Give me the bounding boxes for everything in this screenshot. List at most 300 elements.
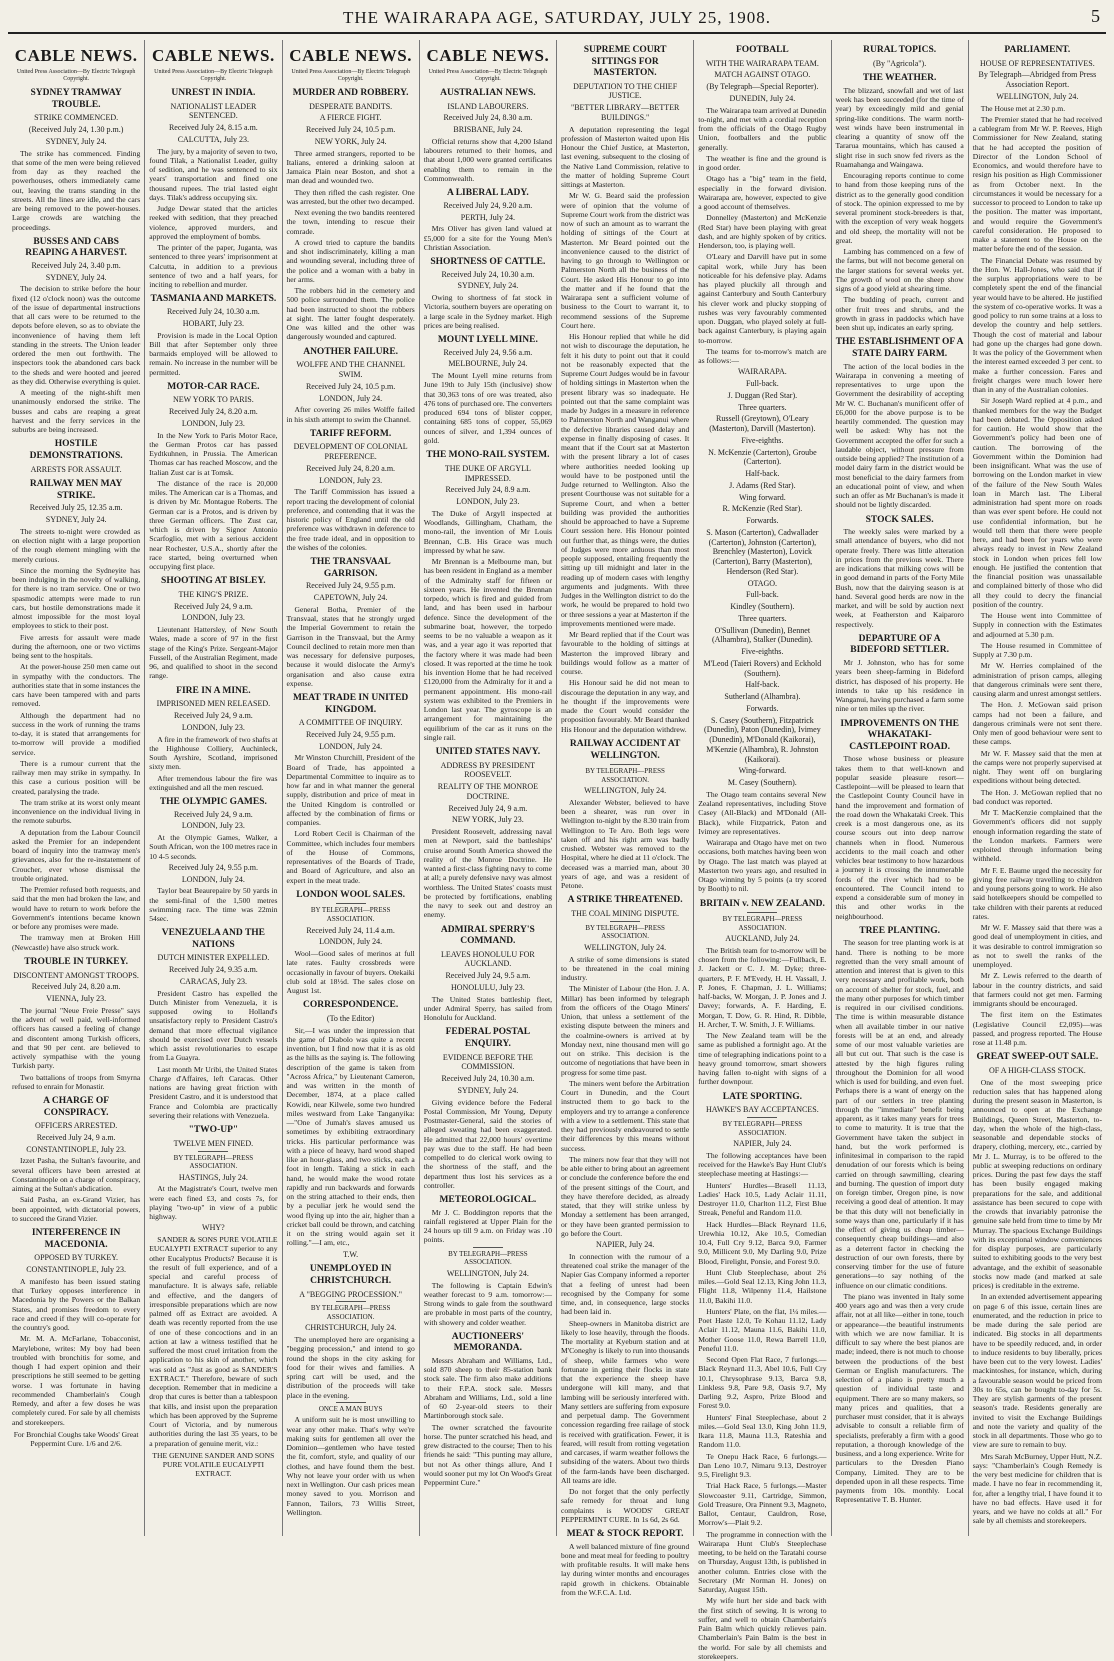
article-subheading: O'Sullivan (Dunedin), Bennet (Alhambra), Stalker (Dunedin). bbox=[711, 625, 813, 645]
advertisement-line: For Bronchial Coughs take Woods' Great Peppermint Cure. 1/6 and 2/6. bbox=[13, 1429, 139, 1449]
article-paragraph: Sheep-owners in Manitoba district are likely to lose heavily, through the floods. The mortality at Kyeburn station and at M'Coneghy is likely to run into thousands of sheep, while farmers who were fortunate in getting their flocks in state that the experience the sheep have undergone will kill many, and that lambing will be seriously interfered with. Many settlers are suffering from exposure and perpetual damp. The Government concession regarding free railage of stock is received with gratification. Fewer, it is feared, will result from rotting vegetation and carcases, if warm weather follows the subsiding of the waters. About two thirds of the farm-lands have been discharged. All teams are idle. bbox=[561, 1318, 690, 1485]
article-paragraph: General Botha, Premier of the Transvaal, states that he strongly urged the Imperial Government to retain the Garrison in the Transvaal, but the Army Council declined to retain more men than was necessary for defensive purposes, because it would dislocate the Army's organisation and also cause extra expense. bbox=[286, 604, 415, 688]
dateline: Received July 24, 9.55 p.m. bbox=[305, 729, 396, 739]
article-subheading: Half-back. bbox=[745, 680, 780, 690]
dateline: Received July 24, 10.5 p.m. bbox=[305, 125, 396, 135]
article-subheading: WHY? bbox=[202, 1223, 225, 1233]
article-paragraph: Lord Robert Cecil is Chairman of the Committee, which includes four members of the House of Commons, representatives of the Boards of Trade, and Board of Agriculture, and also an expert in the meat trade. bbox=[286, 829, 415, 885]
dateline: DUNEDIN, July 24. bbox=[729, 93, 796, 103]
article-paragraph: A fire in the framework of two shafts at the Highhouse Colliery, Auchinleck, South Ayrshire, Scotland, imprisoned sixty men. bbox=[149, 734, 278, 772]
article-headline: BRITAIN v. NEW ZEALAND. bbox=[699, 898, 825, 909]
dateline: WELLINGTON, July 24. bbox=[584, 786, 667, 796]
article-subheading: IMPRISONED MEN RELEASED. bbox=[156, 699, 271, 709]
article-subheading: Three quarters. bbox=[738, 613, 787, 623]
copyright-line: United Press Association—By Electric Telegraph Copyright. bbox=[428, 68, 548, 82]
dateline: Received July 24, 10.30 a.m. bbox=[441, 269, 535, 279]
article-paragraph: The blizzard, snowfall and wet of last week has been succeeded (for the time of year) by exceedingly mild and genial spring-like conditions. The warm north-west winds have been instrumental in clearing a quantity of snow off the Tararua mountains, which has caused a slight rise in such snow fed rivers as the Ruamahanga and Waingawa. bbox=[835, 85, 964, 169]
article-headline: VENEZUELA AND THE NATIONS bbox=[161, 928, 266, 950]
article-subheading: ISLAND LABOURERS. bbox=[447, 101, 529, 111]
dateline: Received July 24, 8.20 a.m. bbox=[168, 407, 258, 417]
article-paragraph: The Otago team contains several New Zealand representatives, including Stove Casey (All-Black) and M'Donald (All-Black), while Fitzpatrick, Paton and Ivimey are representatives. bbox=[698, 789, 827, 836]
article-headline: MURDER AND ROBBERY. bbox=[292, 88, 409, 99]
dateline: Received July 24, 8.20 a.m. bbox=[31, 982, 121, 992]
article-subheading: Full-back. bbox=[746, 379, 779, 389]
dateline: T.W. bbox=[343, 1249, 359, 1259]
article-paragraph: The Tariff Commission has issued a report tracing the development of colonial preference, and contending that it was the historic policy of England until the old preference was withdrawn in deference to the free trade ideal, and in opposition to the wishes of the colonies. bbox=[286, 487, 415, 552]
article-paragraph: The programme in connection with the Wairarapa Hunt Club's Steeplechase meeting, to be held on the Taratahi course on Thursday, August 13th, is published in another column. Entries close with the Secretary (Mr Norman H. Jones) on Saturday, August 15th. bbox=[698, 1529, 827, 1595]
article-paragraph: Izzet Pasha, the Sultan's favourite, and several officers have been arrested at Constantinople on a charge of conspiracy, aiming at the Sultan's abdication. bbox=[12, 1156, 141, 1194]
section-banner: CABLE NEWS. bbox=[289, 46, 412, 65]
article-paragraph: Lieutenant Hattersley, of New South Wales, made a score of 97 in the first stage of the King's Prize. Sergeant-Major Fussell, of the Australian Regiment, made 96, and qualified to shoot in the second range. bbox=[149, 625, 278, 681]
copyright-line: United Press Association—By Electric Telegraph Copyright. bbox=[16, 68, 136, 82]
article-subheading: THE COAL MINING DISPUTE. bbox=[571, 909, 679, 919]
article-paragraph: The budding of peach, current and other fruit trees and shrubs, and the growth in grass in paddocks which have been shut up, indicates an early spring. bbox=[835, 295, 964, 333]
dateline: LONDON, July 23. bbox=[181, 418, 245, 428]
article-paragraph: Trial Hack Race, 5 furlongs.—Master Slowcoaster 9.11, Cartridge, Simmon, Gold Treasure, Ora Pinnent 9.3, Magneto, Ballot, Centaur, Cauldron, Rose, Morrow's—Plait 9.2. bbox=[698, 1481, 827, 1528]
article-paragraph: Sir Joseph Ward replied at 4 p.m., and thanked members for the way the Budget had been debated. The Opposition asked for caution. He would show that the Government's policy had been one of caution. The borrowing of the Government within the Dominion had been insignificant. What was the use of borrowing on the London market in view of the failure of the New South Wales loan in March last. The Liberal administration had spent more on roads than was ever spent before. He could not use confidential information, but he would tell them that there were people here, and had been for years who were always ready to invest in New Zealand stock in London when prices fell low enough. He justified the contention that the financial position was unassailable and complained bitterly of those who did all they could to decry the financial position of the country. bbox=[972, 396, 1102, 609]
section-banner: CABLE NEWS. bbox=[426, 46, 550, 65]
article-paragraph: Mr Winston Churchill, President of the Board of Trade, has appointed a Departmental Committee to inquire as to how far and in what manner the general supply, distribution and price of meat in the United Kingdom is controlled or affected by the combination of firms or companies. bbox=[286, 753, 415, 828]
article-subheading: DEPUTATION TO THE CHIEF JUSTICE. bbox=[573, 81, 678, 101]
article-paragraph: Mr Z. Lewis referred to the dearth of labour in the country districts, and said that farmers could not get men. Farming immigrants should be encouraged. bbox=[972, 971, 1102, 1009]
dateline: AUCKLAND, July 24. bbox=[725, 934, 800, 944]
article-headline: ANOTHER FAILURE. bbox=[303, 346, 399, 357]
article-paragraph: A well balanced mixture of fine ground bone and meat meal for feeding to poultry with profitable results. It will make hens lay during winter months and encourages rapid growth in chickens. Obtainable from the W.F.C.A. Ltd. bbox=[561, 1541, 690, 1597]
telegraph-credit: BY TELEGRAPH—PRESS ASSOCIATION. bbox=[424, 1247, 552, 1267]
article-subheading: DISCONTENT AMONGST TROOPS. bbox=[13, 970, 139, 980]
article-headline: DEPARTURE OF A BIDEFORD SETTLER. bbox=[850, 633, 949, 656]
article-headline: BUSSES AND CABS REAPING A HARVEST. bbox=[25, 236, 127, 259]
article-paragraph: Otago has a "big" team in the field, especially in the forward division. Wairarapa are, however, expected to give a good account of themselves. bbox=[698, 174, 827, 212]
article-subheading: Wing forward. bbox=[738, 492, 786, 502]
article-paragraph: The Minister of Labour (the Hon. J. A. Millar) has been informed by telegraph from the officers of the Otago Miners' Union, that unless a settlement of the existing dispute between the miners and the coalmine-owners is arrived at by Monday next, nine thousand men will go out on strike. This decision is the outcome of negotiations that have been in progress for some time past. bbox=[561, 984, 690, 1077]
dateline: SYDNEY, July 24. bbox=[45, 136, 107, 146]
article-paragraph: Mr J. Johnston, who has for some years been sheep-farming in Bideford district, has disposed of his property. He intends to take up his residence in Wanganui, having purchased a farm some nine or ten miles up the river. bbox=[835, 658, 964, 714]
article-paragraph: Official returns show that 4,200 Island labourers returned to their homes, and that about 1,000 were granted certificates enabling them to remain in the Commonwealth. bbox=[423, 136, 552, 183]
article-subheading: Half-back. bbox=[745, 469, 780, 479]
article-subheading: DESPERATE BANDITS. bbox=[309, 101, 393, 111]
article-paragraph: Mr. M. A. McFarlane, Tobacconist, Marylebone, writes: My boy had been troubled with bronchitis for some, and though I had expert opinion and their prescriptions he still seemed to be getting worse. I was fortunate in having recommended Chamberlain's Cough Remedy, and after a few doses he was completely cured. For sale by all chemists and storekeepers. bbox=[12, 1334, 141, 1427]
article-headline: A LIBERAL LADY. bbox=[447, 188, 529, 199]
article-paragraph: Although the department had no success in the work of running the trams to-day, it is stated that arrangements for to-morrow will provide a modified service. bbox=[12, 710, 141, 757]
article-subheading: N. McKenzie (Carterton), Groube (Carterton). bbox=[708, 447, 817, 467]
article-subheading: Wing-forward. bbox=[738, 766, 787, 776]
article-subheading: REALITY OF THE MONROE DOCTRINE. bbox=[437, 782, 538, 801]
dateline: LONDON, July 24. bbox=[319, 741, 383, 751]
article-subheading: DUTCH MINISTER EXPELLED. bbox=[157, 953, 270, 963]
dateline: MELBOURNE, July 24. bbox=[448, 359, 528, 369]
dateline: LONDON, July 23. bbox=[181, 722, 245, 732]
article-subheading: HAWKE'S BAY ACCEPTANCES. bbox=[706, 1105, 819, 1115]
article-paragraph: A strike of some dimensions is stated to be threatened in the coal mining industry. bbox=[561, 954, 690, 983]
article-headline: IMPROVEMENTS ON THE WHAKATAKI-CASTLEPOINT ROAD. bbox=[840, 718, 959, 752]
dateline: SYDNEY, July 24. bbox=[45, 515, 107, 525]
column-4 bbox=[420, 40, 557, 1536]
article-paragraph: The miners went before the Arbitration Court in Dunedin, and the Court instructed them to go back to the employers and try to arrange a conference with a view to a settlement. This state that they had previously endeavoured to settle their differences by this means without success. bbox=[561, 1078, 690, 1153]
article-subheading: Full-back. bbox=[746, 590, 779, 600]
article-paragraph: His Honour said he did not mean to discourage the deputation in any way, and he thought if the improvements were made the Court would consider the proposition favourably. Mr Beard thanked His Honour and the deputation withdrew. bbox=[561, 678, 690, 734]
article-paragraph: Provision is made in the Local Option Bill that after September only three barmaids employed will be allowed to remain. No increase in the number will be permitted. bbox=[149, 330, 278, 377]
article-paragraph: The piano was invented in Italy some 400 years ago and was then a very crude affair, not at all like—either in tone, touch or appearance—the beautiful instruments with which we are now familiar. It is difficult to say where the best pianos are made; indeed, there is not much to choose between the productions of the best German or English manufacturers. The selection of a piano is pretty much a question of individual taste and equipment. There are so many makers, so many prices and qualities, that a purchaser must consider, that it is always advisable to consult a reliable firm of specialists, preferably a firm with a good reputation, a thorough knowledge of the business, and a long experience. Write for particulars to the Dresden Piano Company, Limited. They are to be depended upon in all these respects. Time payments from 10s. monthly. Local Representative T. B. Hunter. bbox=[835, 1291, 964, 1505]
article-headline: SHORTNESS OF CATTLE. bbox=[430, 257, 546, 268]
article-paragraph: They then rifled the cash register. One was arrested, but the other two decamped. bbox=[286, 187, 415, 206]
article-paragraph: The following acceptances have been received for the Hawke's Bay Hunt Club's steeplechase meeting at Hastings:— bbox=[698, 1150, 827, 1179]
dateline: LONDON, July 24. bbox=[319, 393, 383, 403]
page-number: 5 bbox=[1091, 6, 1100, 26]
article-paragraph: Donnelley (Masterton) and McKenzie (Red Star) have been playing with great dash, and are highly spoken of by critics. Henderson, too, is playing well. bbox=[698, 213, 827, 251]
article-headline: A CHARGE OF CONSPIRACY. bbox=[43, 1096, 110, 1118]
article-subheading: Sutherland (Alhambra). bbox=[724, 692, 801, 702]
article-headline: SYDNEY TRAMWAY TROUBLE. bbox=[30, 88, 122, 110]
article-subheading: S. Mason (Carterton), Cadwallader (Carterton), Johnston (Carterton), Brenchley (Masterton), Lovick (Carterton), Barry (Masterton), Henderson (Red Star). bbox=[706, 527, 819, 576]
article-headline: UNREST IN INDIA. bbox=[171, 88, 256, 99]
article-paragraph: President Castro has expelled the Dutch Minister from Venezuela, it is supposed owing to Holland's unsatisfactory reply to President Castro's demand that more effectual vigilance should be exercised over Dutch vessels which assist revolutionaries to escape from La Guayra. bbox=[149, 988, 278, 1063]
article-headline: THE ESTABLISHMENT OF A STATE DAIRY FARM. bbox=[835, 337, 964, 359]
article-paragraph: Alexander Webster, believed to have been a shearer, was run over in Wellington to-night by the 8.30 train from Wellington to Te Aro. Both legs were taken off and his right arm was badly crushed. Webster was removed to the Hospital, where he died at 11 o'clock. The deceased was a married man, about 30 years of age, and was a resident of Petone. bbox=[561, 797, 690, 891]
article-headline: ADMIRAL SPERRY'S COMMAND. bbox=[440, 924, 535, 947]
article-paragraph: A deputation from the Labour Council asked the Premier for an independent board of inquiry into the tramway men's grievances, also for the re-instatement of Croucher, ever whose dismissal the trouble originated. bbox=[12, 827, 141, 883]
dateline: WELLINGTON, July 24. bbox=[584, 942, 667, 952]
dateline: LONDON, July 24. bbox=[319, 937, 383, 947]
article-paragraph: The Mount Lyell mine returns from June 19th to July 15th (inclusive) show that 30,363 tons of ore was treated, also 476 tons of purchased ore. The converters produced 694 tons of blister copper, containing 685 tons of copper, 55,069 ounces of silver, and 1,394 ounces of gold. bbox=[423, 371, 552, 445]
article-subheading: MATCH AGAINST OTAGO. bbox=[714, 70, 811, 80]
article-paragraph: The miners now fear that they will not be able either to bring about an agreement or conclude the conference before the end of the present sittings of the Court, and they have therefore decided, as already stated, that they will strike unless by Monday a settlement has been arranged, or they have been granted permission to go before the Court. bbox=[561, 1154, 690, 1238]
article-paragraph: My wife hurt her side and back with the first stitch of sewing. It is wrong to suffer, and well to obtain Chamberlain's Pain Balm which quickly relieves pain. Chamberlain's Pain Balm is the best in the world. For sale by all chemists and storekeepers. bbox=[698, 1596, 827, 1661]
telegraph-credit: BY TELEGRAPH—PRESS ASSOCIATION. bbox=[561, 764, 689, 784]
article-subheading: LEAVES HONOLULU FOR AUCKLAND. bbox=[441, 949, 535, 969]
article-paragraph: The jury, by a majority of seven to two, found Tilak, a Nationalist Leader, guilty of sedition, and he was sentenced to six years' transportation and fined one thousand rupees. The trial lasted eight days. Tilak's address occupying six. bbox=[149, 146, 278, 202]
article-subheading: Five-eighths. bbox=[741, 435, 784, 445]
article-paragraph: Encouraging reports continue to come to hand from those keeping runs of the district as to the generally good condition of stock. The opinion expressed to me by several prominent stock-breeders is that, with the exception of very weak hoggets and old sheep, the mortality will not be great. bbox=[835, 171, 964, 245]
article-paragraph: Mr W. Herries complained of the administration of prison camps, alleging that dangerous criminals were sent there, causing alarm and unrest amongst settlers. bbox=[972, 661, 1102, 699]
article-paragraph: Sir,—I was under the impression that the game of Diabolo was quite a recent invention, but I find now that it is as old as the hills as the saying is. The following description of the game is taken from "Across Africa," by Lieutenant Cameron, and was written in the month of December, 1874, at a place called Kowidi, near Kilwele, some two hundred miles westward from Lake Tanganyika:—"One of Jumah's slaves amused us sometimes by exhibiting extraordinary tricks. His particular performance was with a piece of heavy, hard wood shaped like an hour-glass, and two sticks, each a foot in length. Taking a stick in each hand, he would make the wood rotate rapidly and run backwards and forwards on the string attached to their ends, then by a peculiar jerk he would send the wood flying up into the air, higher than a cricket ball could be thrown, and catching it on the string would again set it rolling."—I am, etc., bbox=[286, 1025, 415, 1248]
article-paragraph: O'Leary and Darvill have put in some capital work, while Jury has been noticeable for his defensive play. Adams has played pluckily all through and against Canterbury and South Canterbury his clever work and plucky stopping of rushes was very favourably commented upon. Duggan, who played solely at full-back against Canterbury, is playing again to-morrow. bbox=[698, 252, 827, 345]
article-paragraph: Mr Beard replied that if the Court was favourable to the holding of sittings at Masterton the improved library and buildings would follow as a matter of course. bbox=[561, 630, 690, 677]
article-paragraph: In connection with the rumour of a threatened coal strike the manager of the Napier Gas Company informed a reporter that a feeling of unrest had been recognised by the Company for some time, and, in consequence, large stocks had been laid in. bbox=[561, 1251, 690, 1317]
article-paragraph: The Duke of Argyll inspected at Woodlands, Gillingham, Chatham, the mono-rail, the invention of Mr Louis Brennan, C.B. His Grace was much impressed by what he saw. bbox=[423, 508, 552, 555]
dateline: Received July 24, 10.5 p.m. bbox=[305, 381, 396, 391]
article-paragraph: Messrs Abraham and Williams, Ltd., sold 870 sheep to their 85-station bank stock sale. The firm also make additions to their F.P.A. stock sale. Messrs Abraham and Williams, Ltd., sold a line of 60 2-year-old steers to their Martinborough stock sale. bbox=[423, 1355, 552, 1421]
dateline: Received July 24, 8.15 a.m. bbox=[168, 123, 258, 133]
article-headline: UNITED STATES NAVY. bbox=[435, 747, 541, 757]
telegraph-credit: ONCE A MAN BUYS bbox=[287, 1402, 415, 1414]
article-paragraph: The journal "Neue Freie Presse" says the advent of well paid, well-informed officers has caused a feeling of change and discontent among Turkish officers, and that 90 per cent. are believed to actively sympathise with the young Turkish party. bbox=[12, 1005, 141, 1071]
article-headline: MEAT TRADE IN UNITED KINGDOM. bbox=[292, 693, 409, 715]
copyright-line: United Press Association—By Electric Telegraph Copyright. bbox=[154, 68, 273, 82]
article-subheading: "BETTER LIBRARY—BETTER BUILDINGS." bbox=[570, 103, 680, 122]
article-subheading: A FIERCE FIGHT. bbox=[319, 113, 382, 123]
article-headline: AUSTRALIAN NEWS. bbox=[440, 88, 536, 99]
dateline: Received July 24, 9 a.m. bbox=[448, 803, 528, 813]
dateline: Received July 24, 9.56 a.m. bbox=[443, 347, 533, 357]
article-subheading: A "BEGGING PROCESSION." bbox=[299, 1289, 402, 1299]
telegraph-credit: BY TELEGRAPH—PRESS ASSOCIATION. bbox=[287, 903, 415, 923]
article-headline: PARLIAMENT. bbox=[1004, 45, 1071, 55]
column-2 bbox=[145, 40, 282, 1536]
article-paragraph: The teams for to-morrow's match are as follows:— bbox=[698, 346, 827, 366]
article-paragraph: At the Magistrate's Court, twelve men were each fined £3, and costs 7s, for playing "two-up" in view of a public highway. bbox=[149, 1184, 278, 1222]
article-paragraph: The streets to-night were crowded as on election night with a large proportion of the rough element mingling with the merely curious. bbox=[12, 526, 141, 564]
article-paragraph: The Financial Debate was resumed by the Hon. W. Hall-Jones, who said that if the surplus appropriations were to be completely spent the end of the financial year would have to be altered. He justified the system of co-operative works. It was a good policy to run some trains at a loss to develop the country and help settlers. Though the cost of material and labour had gone up the charges had gone down. It was the policy of the Government when the interest earned exceeded 3 per cent. to make a further concession. Fares and freight charges were much lower here than in any of the Australian colonies. bbox=[972, 255, 1102, 395]
columns bbox=[8, 40, 1106, 1661]
article-paragraph: Mr W. G. Beard said the profession were of opinion that the volume of Supreme Court work from the district was now of such an amount as to warrant the holding of sittings of the Court at Masterton. Mr Beard pointed out the inconvenience caused to the district of having to go through to Wellington or Palmerston North all the business of the Court. He asked His Honour to go into the matter and if he found that the Wairarapa sent a sufficient volume of business to the Court to warrant it, to recommend sessions of the Supreme Court here. bbox=[561, 191, 690, 330]
column-1 bbox=[8, 40, 145, 1536]
article-paragraph: Mr J. C. Boddington reports that the rainfall registered at Upper Plain for the 24 hours up till 9 a.m. on Friday was .10 points. bbox=[423, 1207, 552, 1245]
article-headline: RAILWAY ACCIDENT AT WELLINGTON. bbox=[569, 738, 681, 761]
article-headline: AUCTIONEERS' MEMORANDA. bbox=[451, 1331, 525, 1354]
article-subheading: EVIDENCE BEFORE THE COMMISSION. bbox=[442, 1052, 533, 1072]
article-paragraph: Second Open Flat Race, 7 furlongs.—Black Reynard 11.3, Abel 10.6, Full Cry 10.1, Chrysophrase 9.13, Barca 9.8, Linkless 9.8, Pare 9.8, Oasis 9.7, My Darling 9.2, Aspro, Prize Blood and Forest 9.0. bbox=[698, 1355, 827, 1411]
section-banner: CABLE NEWS. bbox=[14, 46, 138, 65]
article-paragraph: The Wairarapa team arrived at Dunedin to-night, and met with a cordial reception from the officials of the Otago Rugby Union, footballers and the public generally. bbox=[698, 105, 827, 152]
column-6 bbox=[694, 40, 831, 1661]
dateline: CARACAS, July 23. bbox=[179, 976, 247, 986]
article-paragraph: Mr W. F. Massey said that the men at the camps were not properly supervised at night. They went off on burglaring expeditions without being detected. bbox=[972, 748, 1102, 786]
article-paragraph: Five arrests for assault were made during the afternoon, one or two victims being sent to the hospitals. bbox=[12, 632, 141, 661]
article-headline: MEAT & STOCK REPORT. bbox=[566, 1529, 684, 1540]
article-headline: FOOTBALL bbox=[735, 45, 789, 55]
article-subheading: TWELVE MEN FINED. bbox=[173, 1138, 254, 1148]
dateline: Received July 24, 9 a.m. bbox=[36, 1132, 116, 1142]
article-paragraph: The first item on the Estimates (Legislative Council £2,095)—was passed, and progress reported. The House rose at 11.48 p.m. bbox=[972, 1010, 1102, 1048]
article-subheading: ARRESTS FOR ASSAULT. bbox=[30, 464, 122, 474]
telegraph-credit: BY TELEGRAPH—PRESS ASSOCIATION. bbox=[698, 912, 826, 932]
article-paragraph: The New Zealand team will be the same as published a fortnight ago. At the time of telegraphing indications point to a heavy ground tomorrow, smart showers having fallen to-night with signs of a further downpour. bbox=[698, 1031, 827, 1087]
article-paragraph: Next evening the two bandits reentered the town, intending to rescue their comrade. bbox=[286, 208, 415, 236]
article-paragraph: The following is Captain Edwin's weather forecast to 9 a.m. tomorrow:—Strong winds to gale from the southward are probable in most parts of the country, with showery and colder weather. bbox=[423, 1280, 552, 1327]
dateline: LONDON, July 23. bbox=[181, 613, 245, 623]
article-paragraph: The Premier stated that he had received a cablegram from Mr W. P. Reeves, High Commissioner for New Zealand, stating that he had accepted the position of Director of the London School of Economics, and would therefore have to resign his position as High Commissioner as from October next. In the circumstances it would be necessary for a successor to proceed to London to take up the position. The matter was important, and would require the Government's careful consideration. He proposed to make a statement to the House on the matter before the end of the session. bbox=[972, 114, 1102, 254]
dateline: By Telegraph—Abridged from Press Association Report. bbox=[978, 70, 1097, 90]
dateline: CAPETOWN, July 24. bbox=[313, 593, 388, 602]
article-paragraph: Judge Dewar stated that the articles reeked with sedition, that they preached violence, approved murders, and approved the employment of bombs. bbox=[149, 204, 278, 241]
article-paragraph: Mrs Oliver has given land valued at £5,000 for a site for the Young Men's Christian Association. bbox=[423, 224, 552, 252]
article-headline: SHOOTING AT BISLEY. bbox=[161, 576, 266, 587]
article-paragraph: The weekly sales were marked by a small attendance of buyers, who did not operate freely. There was little alteration in prices from the previous week. There are indications that milking cows will be in good demand in parts of the Forty Mile Bush, now that the dairying season is at hand. Several good herds are now in the market, and will be sold by auction next week, at Featherston and Kaiparoro respectively. bbox=[835, 527, 964, 629]
article-paragraph: There is a rumour current that the railway men may strike in sympathy. In this case a curious position will be created, paralysing the trade. bbox=[12, 758, 141, 796]
article-paragraph: Hunters' Hurdles—Brasell 11.13, Ladies' Hack 10.5, Lady Aclair 11.11, Destroyer 11.0, Charlton 11.2, First Blue Streak, Peneful and Random 11.0. bbox=[698, 1180, 827, 1218]
article-paragraph: At the power-house 250 men came out in sympathy with the conductors. The authorities state that in some instances the cars have been tampered with and parts removed. bbox=[12, 662, 141, 709]
dateline: Received July 24, 9.35 a.m. bbox=[168, 965, 258, 975]
article-subheading: NATIONALIST LEADER SENTENCED. bbox=[170, 101, 257, 121]
article-headline: FIRE IN A MINE. bbox=[176, 685, 251, 696]
article-headline: TREE PLANTING. bbox=[859, 925, 940, 936]
article-paragraph: The tram strike at its worst only meant inconvenience on the individual living in the remote suburbs. bbox=[12, 797, 141, 826]
article-paragraph: Since the morning the Sydneyite has been indulging in the novelty of walking, for there is no tram service. One or two spasmodic attempts were made to run cars, but hostile demonstrations made it almost impossible for the most loyal employees to stick to their post. bbox=[12, 565, 141, 631]
article-subheading: THE KING'S PRIZE. bbox=[178, 589, 249, 599]
article-paragraph: The United States battleship fleet, under Admiral Sperry, has sailed from Honolulu for Auckland. bbox=[423, 994, 552, 1023]
article-subheading: Forwards. bbox=[746, 516, 779, 526]
advertisement-line: THE GENUINE SANDER AND SONS PURE VOLATILE EUCALYPTI EXTRACT. bbox=[152, 1450, 275, 1479]
article-paragraph: The strike has commenced. Finding that some of the men were being relieved from day as they reached the powerhouses, others immediately came out, leaving the trams standing in the streets. All the lines are idle, and the cars are being removed to the power-houses. Large crowds are watching the proceedings. bbox=[12, 148, 141, 232]
article-paragraph: Hack Hurdles—Black Reynard 11.6, Urewhia 10.12, Ake 10.5, Comedian 10.4, Full Cry 9.12, Barca 9.0, Farmer 9.0, Millicent 9.0, My Darling 9.0, Prize Blood, Firelight, Ponsie, and Forest 9.0. bbox=[698, 1219, 827, 1266]
article-paragraph: Mr T. MacKenzie complained that the Government's officers did not supply enough information regarding the state of the London markets. Farmers were exploited through information being withheld. bbox=[972, 808, 1102, 864]
article-subheading: Russell (Greytown), O'Leary (Masterton), Darvill (Masterton). bbox=[709, 414, 816, 434]
article-paragraph: The House went into Committee of Supply in connection with the Estimates and adjourned at 5.30 p.m. bbox=[972, 611, 1102, 639]
article-subheading: M'Leod (Taieri Rovers) and Eckhold (Southern). bbox=[703, 658, 822, 678]
article-paragraph: In the New York to Paris Motor Race, the German Protos car has passed Eydtkuhnen, in Prussia. The American Thomas car has reached Moscow, and the Italian Zust car is at Tomsk. bbox=[149, 430, 278, 477]
newspaper-title: THE WAIRARAPA AGE, SATURDAY, JULY 25, 1908. bbox=[343, 8, 771, 27]
article-paragraph: The weather is fine and the ground is in good order. bbox=[698, 153, 827, 173]
article-subheading: M. Casey (Southern). bbox=[727, 778, 797, 788]
article-paragraph: Hunters' Plate, on the flat, 1¼ miles.—Poet Haste 12.0, Te Kohau 11.12, Lady Aclair 11.12, Mauna 11.6, Bakihi 11.0, Mother Goose 11.0, Rewa Barrell 11.0, Peneful 11.0. bbox=[698, 1306, 827, 1353]
article-paragraph: A deputation representing the legal profession of Masterton waited upon His Honour the Chief Justice, at Masterton, last evening, subsequent to the closing of the Native Land Commission, relative to the matter of holding Supreme Court sittings at Masterton. bbox=[561, 124, 690, 190]
article-headline: THE MONO-RAIL SYSTEM. bbox=[426, 450, 550, 461]
article-headline: TASMANIA AND MARKETS. bbox=[150, 294, 277, 305]
article-subheading: J. Duggan (Red Star). bbox=[727, 390, 798, 400]
article-subheading: J. Adams (Red Star). bbox=[729, 480, 796, 490]
article-paragraph: The House resumed in Committee of Supply at 7.30 p.m. bbox=[972, 640, 1102, 660]
article-headline: A STRIKE THREATENED. bbox=[567, 895, 683, 906]
article-paragraph: The robbers hid in the cemetery and 500 police surrounded them. The police had been instructed to shoot the robbers at sight. The latter fought desperately. One was killed and the other was dangerously wounded and captured. bbox=[286, 286, 415, 342]
dateline: Received July 24, 9.20 a.m. bbox=[443, 200, 533, 210]
article-subheading: R. McKenzie (Red Star). bbox=[722, 504, 803, 514]
article-subheading: HOUSE OF REPRESENTATIVES. bbox=[980, 58, 1095, 68]
article-paragraph: A crowd tried to capture the bandits and shot indiscriminately, killing a man and wounding several, including three of the police and a woman with a baby in her arms. bbox=[286, 237, 415, 284]
dateline: WELLINGTON, July 24. bbox=[446, 1268, 529, 1278]
article-headline: RURAL TOPICS. bbox=[863, 45, 937, 55]
dateline: NAPIER, July 24. bbox=[596, 1240, 655, 1250]
dateline: Received July 24, 3.40 p.m. bbox=[31, 260, 121, 270]
article-paragraph: Those whose business or pleasure takes them to that well-known and popular seaside pleasure resort—Castlepoint—will be pleased to learn that the Castlepoint County Council have in hand the improvement and formation of the road down the Whakataki Creek. This creek is a most dangerous one, as its course scours out into deep narrow channels when in flood. Numerous accidents to the mail coach and other vehicles bear testimony to how hazardous a journey it is crossing the innumerable fords of the river which had to be encountered. The Council intend to expend a considerable sum of money in this and other works in the neighbourhood. bbox=[835, 754, 964, 921]
article-paragraph: Two battalions of troops from Smyrna refused to enrain for Monastir. bbox=[12, 1072, 141, 1091]
article-headline: LONDON WOOL SALES. bbox=[296, 889, 406, 900]
article-subheading: Five-eighths. bbox=[741, 647, 784, 657]
dateline: HONOLULU, July 23. bbox=[450, 982, 525, 992]
article-paragraph: Hunt Club Steeplechase, about 2¼ miles.—Gold Seal 12.13, King John 11.3, Flight 11.8, Wilpenny 11.4, Hailstone 11.0, Bakihi 11.0. bbox=[698, 1267, 827, 1305]
telegraph-credit: BY TELEGRAPH—PRESS ASSOCIATION. bbox=[149, 1151, 277, 1171]
article-headline: THE TRANSVAAL GARRISON. bbox=[310, 557, 391, 579]
dateline: NEW YORK, July 24. bbox=[314, 136, 387, 146]
column-8 bbox=[969, 40, 1106, 1536]
dateline: LONDON, July 23. bbox=[181, 821, 245, 831]
article-paragraph: The decision to strike before the hour fixed (12 o'clock noon) was the outcome of the issue of departmental instructions that all cars were to be returned to the depots before eleven, so as to obviate the inconvenience of having them left standing in the streets. The Union leader ordered the men out forthwith. The inspectors took the abandoned cars back to the sheds and were hooted and jeered as they did. Otherwise everything is quiet. bbox=[12, 284, 141, 386]
telegraph-credit: BY TELEGRAPH—PRESS ASSOCIATION. bbox=[561, 921, 689, 941]
dateline: Received July 24, 9 a.m. bbox=[173, 711, 253, 720]
article-subheading: WITH THE WAIRARAPA TEAM. bbox=[705, 58, 819, 68]
article-paragraph: The owner scratched the favourite horse. The punter scratched his head, and grew distracted to the course; Then to his friends he said: "This punting may allure, but not As other things allure, And I would sooner put my lot On Wood's Great Peppermint Cure." bbox=[423, 1422, 552, 1488]
article-subheading: Kindley (Southern). bbox=[730, 602, 795, 612]
article-subheading: STRIKE COMMENCED. bbox=[34, 113, 119, 123]
article-headline: SUPREME COURT SITTINGS FOR MASTERTON. bbox=[583, 45, 667, 79]
article-paragraph: The season for tree planting work is at hand. There is nothing to be more regretted than the very small amount of attention and interest that is given to this very necessary and profitable work, both on account of shelter for stock, fuel, and the many other purposes for which timber is required in our civilised conditions. The time is within measurable distance when all available timber in our native forests will be at an end, and already some of our most valuable varieties are all but cut out. That such is the case is attested by the high figures ruling throughout the Dominion for all wood which is used for building, and even fuel. Perhaps there is a want of energy on the part of our settlers in tree planting through the "immediate" benefit being apparent, as it takes many years for trees to come to maturity. It is true that the Government have taken the subject in hand, but the work performed is infinitesimal in comparison to the rapid denudation of our forests which is being carried on through sawmilling, clearing and burning. The question of import duty on foreign timber, Oregon pine, is now receiving a good deal of attention. It may be that this duty will not beneficially in some ways than one, particularly if it has the effect of giving us cheap timber—consequently cheap buildings—and also as a deterrent factor in checking the destruction of our own forests, there by conserving timber for the use of future generations—to say nothing of the influence on our climatic conditions. bbox=[835, 938, 964, 1290]
article-headline: LATE SPORTING. bbox=[722, 1091, 802, 1102]
masthead bbox=[0, 0, 1114, 36]
telegraph-credit: BY TELEGRAPH—PRESS ASSOCIATION. bbox=[698, 1117, 826, 1137]
column-5 bbox=[557, 40, 694, 1597]
article-headline: MOTOR-CAR RACE. bbox=[167, 381, 260, 392]
article-paragraph: Do not forget that the only perfectly safe remedy for throat and lung complaints is WOODS' GREAT PEPPERMINT CURE. In 1s 6d, 2s 6d. bbox=[561, 1487, 690, 1524]
article-headline: TROUBLE IN TURKEY. bbox=[24, 956, 128, 967]
article-headline: MOUNT LYELL MINE. bbox=[437, 335, 538, 346]
dateline: Received July 24, 11.4 a.m. bbox=[306, 925, 395, 935]
dateline: (By Telegraph—Special Reporter). bbox=[706, 82, 819, 92]
dateline: WELLINGTON, July 24. bbox=[996, 91, 1079, 101]
article-subheading: OTAGO. bbox=[747, 578, 778, 588]
dateline: SYDNEY, July 24. bbox=[457, 1085, 519, 1095]
article-subheading: THE DUKE OF ARGYLL IMPRESSED. bbox=[444, 463, 531, 483]
masthead-rule bbox=[8, 32, 1106, 34]
dateline: CONSTANTINOPLE, July 23. bbox=[26, 1265, 127, 1275]
article-paragraph: Owing to shortness of fat stock in Victoria, southern buyers are operating on a large scale in the Sydney market. High prices are being realised. bbox=[423, 293, 552, 330]
article-paragraph: Hunters' Final Steeplechase, about 2 miles.—Gold Seal 13.0, King John 11.9, Ikara 11.8, Mauna 11.3, Rateshia and Random 11.0. bbox=[698, 1412, 827, 1450]
article-paragraph: Taylor beat Beaurepaire by 50 yards in the semi-final of the 1,500 metres swimming race. The time was 22min 54sec. bbox=[149, 886, 278, 924]
dateline: LONDON, July 23. bbox=[456, 497, 520, 506]
dateline: HOBART, July 23. bbox=[182, 318, 244, 328]
column-7 bbox=[832, 40, 969, 1536]
dateline: LONDON, July 24. bbox=[181, 874, 245, 884]
article-paragraph: After tremendous labour the fire was extinguished and all the men rescued. bbox=[149, 773, 278, 792]
article-paragraph: The British team for to-morrow will be chosen from the following:—Fullback, E. J. Jackett or C. J. M. Dyke; three-quarters, P. F. M'Evedy, H. H. Vassall, J. P. Jones, F. Chapman, J. L. Williams; half-backs, W. Morgan, J. P. Jones and J. Davey; forwards, A. F. Harding, E. Morgan, T. Dow, G. R. Hind, R. Dibble, H. Archer, T. W. Smith, J. F. Williams. bbox=[698, 945, 827, 1029]
article-paragraph: Mr F. E. Baume urged the necessity for giving free railway travelling to children and young persons going to work. He also said hotelkeepers should be compelled to take children with their parents at reduced rates. bbox=[972, 865, 1102, 921]
article-paragraph: A meeting of the night-shift men unanimously endorsed the strike. The busses and cabs are reaping a great harvest and the ferry services in the suburbs are being increased. bbox=[12, 388, 141, 435]
article-paragraph: Te Onepu Hack Race, 6 furlongs.—Dan Leno 10.7, Nimaru 9.13, Destroyer 9.5, Firelight 9.3. bbox=[698, 1451, 827, 1480]
telegraph-credit: BY TELEGRAPH—PRESS ASSOCIATION. bbox=[287, 1301, 415, 1321]
article-headline: THE OLYMPIC GAMES. bbox=[159, 797, 267, 807]
dateline: CONSTANTINOPLE, July 23. bbox=[26, 1144, 127, 1154]
dateline: Received July 24, 9.5 a.m. bbox=[445, 971, 531, 981]
section-banner: CABLE NEWS. bbox=[152, 46, 275, 65]
dateline: Received July 24, 10.30 a.m. bbox=[166, 307, 260, 317]
article-subheading: (To the Editor) bbox=[326, 1013, 375, 1023]
article-paragraph: Last month Mr Uribi, the United States Charge d'Affaires, left Caracas. Other nations are having great friction with President Castro, and it is understood that France and Colombia are practically severing their relations with Venezuela. bbox=[149, 1064, 278, 1120]
article-paragraph: The Hon. J. McGowan replied that no bad conduct was reported. bbox=[972, 787, 1102, 806]
article-subheading: (By "Agricola"). bbox=[873, 58, 927, 68]
article-headline: METEOROLOGICAL. bbox=[439, 1195, 537, 1206]
dateline: Received July 24, 9 a.m. bbox=[173, 809, 253, 819]
dateline: Received July 25, 12.35 a.m. bbox=[29, 503, 123, 513]
dateline: Received July 24, 8.20 a.m. bbox=[306, 463, 396, 473]
article-paragraph: The distance of the race is 20,000 miles. The American car is a Thomas, and is driven by Mr. Montague Roberts. The German car is a Protos, and is driven by three German officers. The Zust car, which is driven by Signor Antonio Scarfoglio, met with a serious accident near Rochester, U.S.A., shortly after the race started, being overturned when occupying first place. bbox=[149, 478, 278, 572]
article-headline: STOCK SALES. bbox=[865, 514, 934, 525]
article-headline: INTERFERENCE IN MACEDONIA. bbox=[31, 1228, 121, 1250]
article-paragraph: The action of the local bodies in the Wairarapa in convening a meeting of representatives to urge upon the Government the desirability of accepting Mr W. C. Buchanan's munificent offer of £6,000 for the above purpose is to be heartily commended. The question may well be asked: Why has not the Government accepted the offer for such a laudable object, without pressure from outside being applied? The institution of a model dairy farm in the district would be most beneficial to the dairy farmers from an educational point of view, and when such an offer as Mr Buchanan's is made it should not be lightly discarded. bbox=[835, 361, 964, 510]
article-paragraph: Lambing has commenced on a few of the farms, but will not become general on the larger stations for several weeks yet. The growth of wool on the sheep show signs of a good yield at shearing time. bbox=[835, 247, 964, 294]
article-paragraph: Three armed strangers, reported to be Italians, entered a drinking saloon at Jamaica Plain near Boston, and shot a man dead and wounded two. bbox=[286, 148, 415, 186]
article-headline: THE WEATHER. bbox=[862, 73, 937, 84]
article-headline: UNEMPLOYED IN CHRISTCHURCH. bbox=[309, 1264, 392, 1286]
article-subheading: OPPOSED BY TURKEY. bbox=[34, 1253, 118, 1263]
article-headline: RAILWAY MEN MAY STRIKE. bbox=[29, 479, 123, 501]
article-paragraph: Mr W. F. Massey said that there was a good deal of unemployment in cities, and it was desirable to control immigration so as not to swell the ranks of the unemployed. bbox=[972, 923, 1102, 970]
dateline: Received July 24, 9.55 p.m. bbox=[305, 581, 396, 591]
article-subheading: Three quarters. bbox=[738, 402, 787, 412]
dateline: VIENNA, July 23. bbox=[46, 994, 107, 1004]
dateline: NAPIER, July 24. bbox=[733, 1139, 792, 1149]
article-headline: CORRESPONDENCE. bbox=[302, 1000, 399, 1011]
dateline: PERTH, July 24. bbox=[460, 212, 515, 222]
article-subheading: ADDRESS BY PRESIDENT ROOSEVELT. bbox=[440, 760, 536, 780]
dateline: Received July 24, 10.30 a.m. bbox=[441, 1074, 535, 1084]
article-headline: GREAT SWEEP-OUT SALE. bbox=[976, 1052, 1099, 1063]
dateline: SYDNEY, July 24. bbox=[457, 281, 519, 291]
article-paragraph: The Premier refused both requests, and said that the men had broken the law, and would have to return to work before the Government's intentions became known or before any promises were made. bbox=[12, 885, 141, 932]
dateline: CHRISTCHURCH, July 24. bbox=[305, 1323, 397, 1333]
article-paragraph: The printer of the paper, Juganta, was sentenced to three years' imprisonment at Calcutta, in addition to a previous sentence of two and a half years, for inciting to rebellion and murder. bbox=[149, 243, 278, 290]
article-subheading: OF A HIGH-CLASS STOCK. bbox=[988, 1065, 1086, 1075]
article-paragraph: The House met at 2.30 p.m. bbox=[980, 103, 1066, 113]
article-paragraph: The tramway men at Broken Hill (Newcastle) have also struck work. bbox=[12, 933, 141, 952]
article-paragraph: His Honour replied that while he did not wish to discourage the deputation, he felt it his duty to point out that it could not be reasonably expected that the Supreme Court Judges would be in favour of holding sittings in Masterton when the present library was so inadequate. He pointed out that the same complaint was made by Judges in a measure in reference to Palmerston North and Wanganui where the defective libraries caused delay and expense in finally disposing of cases. It meant that if the Court sat at Masterton with the present library a lot of cases where authorities needed looking up would have to be postponed until the Judge returned to Wellington. Also the present Courthouse was not suitable for a Supreme Court, and when a better building was provided the authorities should be approached to have a Supreme Court session here. His Honour pointed out further that, as things were, the duties of Judges were more arduous than most people supposed, entailing frequently the sitting up till midnight and later in the reading up of modern cases with lengthy arguments and judgments. With three Judges in the Wellington district to do the work, he would be prepared to hold two or three sessions a year at Masterton if the improvements mentioned were made. bbox=[561, 332, 690, 628]
article-paragraph: Giving evidence before the Federal Postal Commission, Mr Young, Deputy Postmaster-General, said the stories of alleged sweating had been exaggerated. He admitted that 22,000 hours' overtime pay was due to the staff. He had been compelled to do clerical work owing to the shortness of the staff, and the department thus lost his services as a controller. bbox=[423, 1097, 552, 1190]
column-3 bbox=[283, 40, 420, 1536]
article-paragraph: One of the most sweeping price reduction sales that has happened along during the present season in Masterton, is announced to open at the Exchange Buildings, Queen Street, Masterton, to-day, when the whole of the high-class, seasonable and dependable stocks of drapery, clothing, mercery, etc., carried by Mr J. L. Murray, is to be offered to the public at sweeping reductions on ordinary prices. During the past few days the staff has been busily engaged making preparations for the sale, and additional assistance has been secured to cope with the crowds that invariably patronise the genuine sale held from time to time by Mr Murray. The spacious Exchange Buildings with its exceptional window conveniences for display purposes, are particularly suited to exhibiting goods to the very best advantage, and the exhibit of seasonable stocks now made (and marked at sale prices) is creditable in the extreme. bbox=[972, 1077, 1102, 1291]
article-paragraph: President Roosevelt, addressing naval men at Newport, said the battleships' cruise around South America showed the reality of the Monroe Doctrine. He wanted a first-class fighting navy to come at all; a purely defensive navy was almost worthless. The United States' coasts must be protected by fortifications, enabling the navy to seek out and destroy an enemy. bbox=[423, 827, 552, 920]
article-paragraph: Mrs Sarah McBurney, Upper Hutt, N.Z. says: "Chamberlain's Cough Remedy is the very best medicine for children that is made. I have no fear in recommending it, for, after a lengthy trial, I have found it to have no bad effects. Have used it for years, and we have no colds at all." For sale by all chemists and storekeepers. bbox=[972, 1451, 1102, 1526]
article-subheading: OFFICERS ARRESTED. bbox=[35, 1121, 118, 1131]
article-subheading: WAIRARAPA. bbox=[737, 367, 787, 377]
article-paragraph: The Hon. J. McGowan said prison camps had not been a failure, and dangerous criminals were not sent there. Only men of good behaviour were sent to these camps. bbox=[972, 700, 1102, 747]
